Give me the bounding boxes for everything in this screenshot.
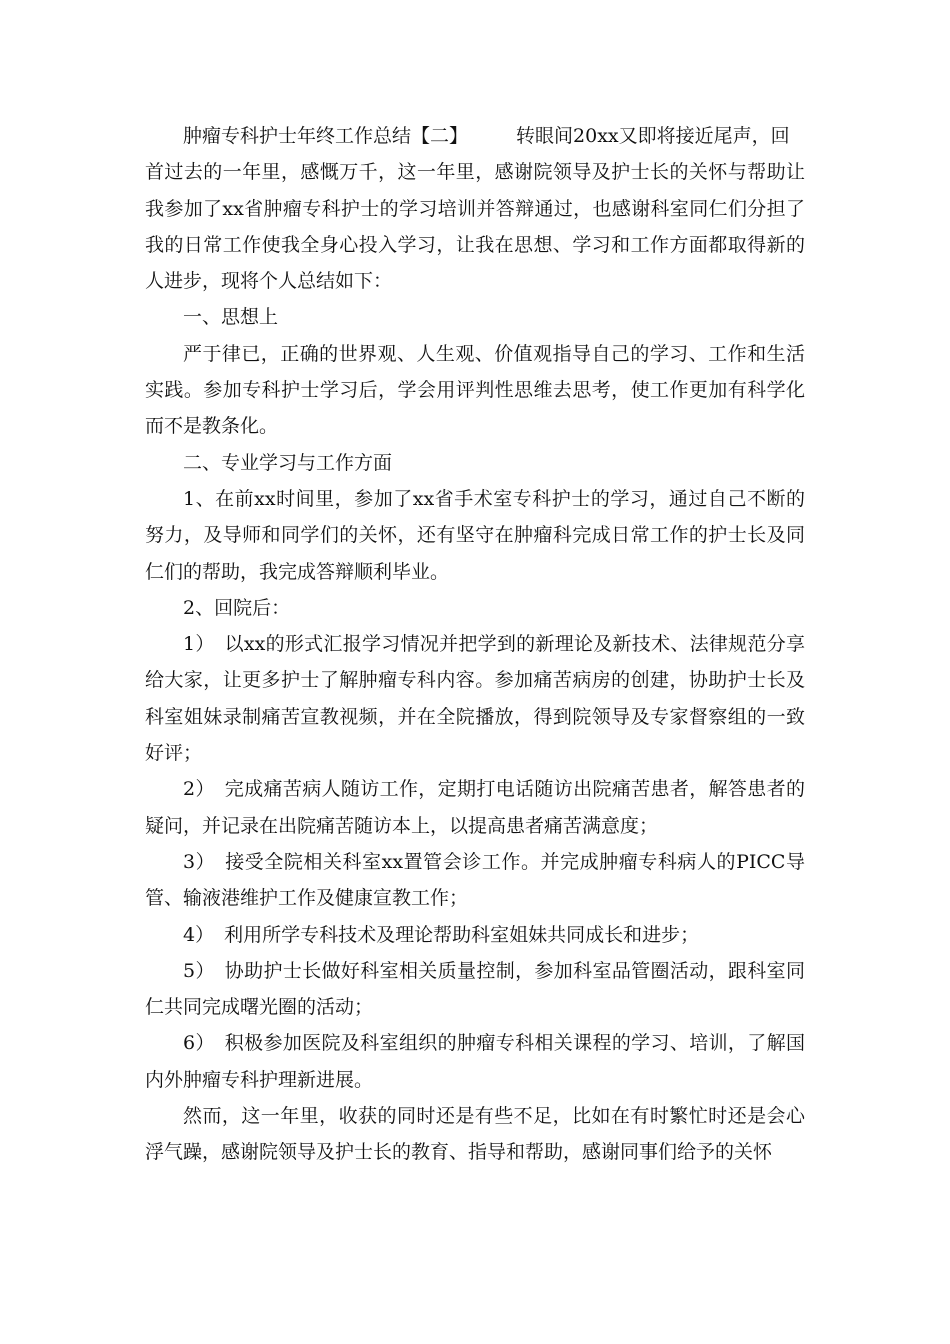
item-text: 利用所学专科技术及理论帮助科室姐妹共同成长和进步； <box>224 923 700 946</box>
list-item <box>145 771 805 844</box>
list-item <box>145 844 805 917</box>
point2-heading: 2、回院后： <box>183 596 291 619</box>
document-body <box>145 118 805 1171</box>
document-title: 肿瘤专科护士年终工作总结【二】 <box>183 125 469 147</box>
item-number: 3） <box>183 850 216 873</box>
item-number: 6） <box>183 1032 215 1055</box>
list-item <box>145 626 805 771</box>
intro-first-line: 转眼间20xx又即将接近尾声，回 <box>516 125 790 147</box>
item-number: 5） <box>183 959 215 982</box>
title-line <box>145 118 805 154</box>
section1-heading: 一、思想上 <box>183 306 279 329</box>
point1-paragraph: 1、在前xx时间里，参加了xx省手术室专科护士的学习，通过自己不断的努力，及导师和同学们的关怀，还有坚守在肿瘤科完成日常工作的护士长及同仁们的帮助，我完成答辩顺利毕业。 <box>145 487 805 583</box>
list-item <box>145 917 805 953</box>
list-item <box>145 1025 805 1098</box>
item-number: 2） <box>183 778 215 801</box>
item-text: 协助护士长做好科室相关质量控制，参加科室品管圈活动，跟科室同仁共同完成曙光圈的活动； <box>145 959 805 1019</box>
item-number: 1） <box>183 633 215 656</box>
item-text: 接受全院相关科室xx置管会诊工作。并完成肿瘤专科病人的PICC导管、输液港维护工作及健康宣教工作； <box>145 850 805 910</box>
section2-heading: 二、专业学习与工作方面 <box>183 451 393 474</box>
closing-paragraph: 然而，这一年里，收获的同时还是有些不足，比如在有时繁忙时还是会心浮气躁，感谢院领导及护士长的教育、指导和帮助，感谢同事们给予的关怀 <box>145 1105 805 1164</box>
section1-paragraph: 严于律已，正确的世界观、人生观、价值观指导自己的学习、工作和生活实践。参加专科护士学习后，学会用评判性思维去思考，使工作更加有科学化而不是教条化。 <box>145 342 805 438</box>
item-text: 积极参加医院及科室组织的肿瘤专科相关课程的学习、培训，了解国内外肿瘤专科护理新进展。 <box>145 1032 805 1091</box>
item-text: 以xx的形式汇报学习情况并把学到的新理论及新技术、法律规范分享给大家，让更多护士了解肿瘤专科内容。参加痛苦病房的创建，协助护士长及科室姐妹录制痛苦宣教视频，并在全院播放，得到院领导及专家督察组的一致好评； <box>145 633 805 765</box>
item-text: 完成痛苦病人随访工作，定期打电话随访出院痛苦患者，解答患者的疑问，并记录在出院痛苦随访本上，以提高患者痛苦满意度； <box>145 778 805 837</box>
item-number: 4） <box>183 923 215 946</box>
list-item <box>145 953 805 1026</box>
intro-paragraph: 首过去的一年里，感慨万千，这一年里，感谢院领导及护士长的关怀与帮助让我参加了xx省肿瘤专科护士的学习培训并答辩通过，也感谢科室同仁们分担了我的日常工作使我全身心投入学习，让我在思想、学习和工作方面都取得新的人进步，现将个人总结如下： <box>145 161 805 293</box>
